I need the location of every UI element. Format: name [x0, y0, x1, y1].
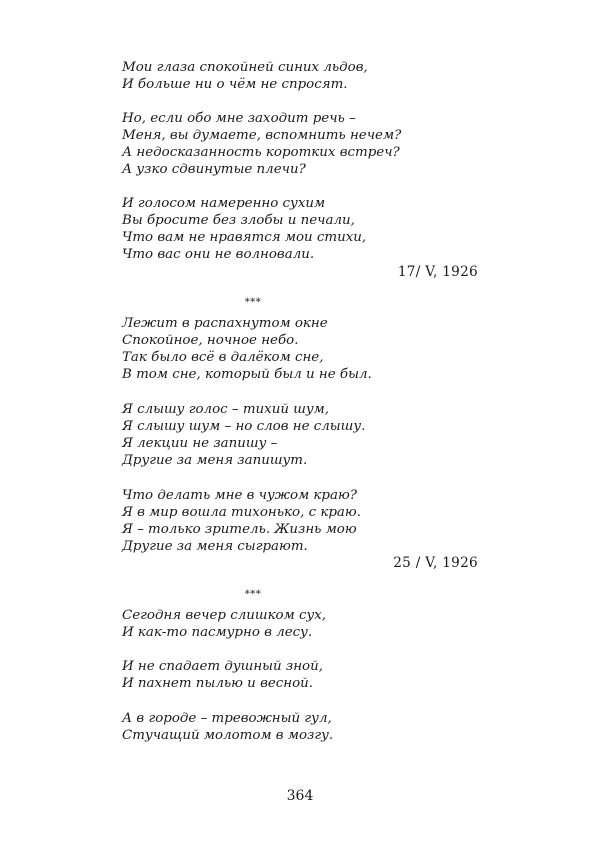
poem-2-line: Я слышу шум – но слов не слышу.	[122, 419, 366, 434]
poem-2-date: 25 / V, 1926	[393, 555, 478, 571]
poem-2-line: Другие за меня сыграют.	[122, 539, 308, 554]
page-number: 364	[286, 788, 314, 804]
poem-1-line: Вы бросите без злобы и печали,	[122, 213, 355, 228]
poem-2-line: Я – только зритель. Жизнь мою	[122, 522, 357, 537]
poem-3-line: А в городе – тревожный гул,	[122, 711, 332, 726]
poem-separator: ***	[244, 297, 262, 308]
poem-1-line: Что вас они не волновали.	[122, 247, 315, 262]
poem-1-line: Но, если обо мне заходит речь –	[122, 111, 356, 126]
poem-1-date: 17/ V, 1926	[397, 264, 478, 280]
poem-2-line: Я лекции не запишу –	[122, 436, 278, 451]
poem-1-line: Меня, вы думаете, вспомнить нечем?	[122, 128, 402, 143]
poem-2-line: Спокойное, ночное небо.	[122, 333, 299, 348]
poem-3-line: И пахнет пылью и весной.	[122, 676, 314, 691]
poem-1-line: И голосом намеренно сухим	[122, 196, 326, 211]
poem-2-line: Я в мир вошла тихонько, с краю.	[122, 505, 361, 520]
poem-3-line: И как-то пасмурно в лесу.	[122, 625, 313, 640]
poem-3-line: И не спадает душный зной,	[122, 659, 324, 674]
poem-3-line: Сегодня вечер слишком сух,	[122, 608, 327, 623]
poem-2-line: В том сне, который был и не был.	[122, 367, 372, 382]
poem-1-line: А недосказанность коротких встреч?	[122, 145, 400, 160]
poem-1-line: Мои глаза спокойней синих льдов,	[122, 60, 368, 75]
poem-2-line: Лежит в распахнутом окне	[122, 316, 328, 331]
poem-1-line: И больше ни о чём не спросят.	[122, 77, 348, 92]
poem-2-line: Так было всё в далёком сне,	[122, 350, 324, 365]
poem-2-line: Я слышу голос – тихий шум,	[122, 402, 330, 417]
poem-2-line: Что делать мне в чужом краю?	[122, 488, 357, 503]
poem-1-line: А узко сдвинутые плечи?	[122, 162, 306, 177]
poem-2-line: Другие за меня запишут.	[122, 453, 308, 468]
poem-3-line: Стучащий молотом в мозгу.	[122, 728, 334, 743]
poem-separator: ***	[244, 589, 262, 600]
poem-1-line: Что вам не нравятся мои стихи,	[122, 230, 367, 245]
